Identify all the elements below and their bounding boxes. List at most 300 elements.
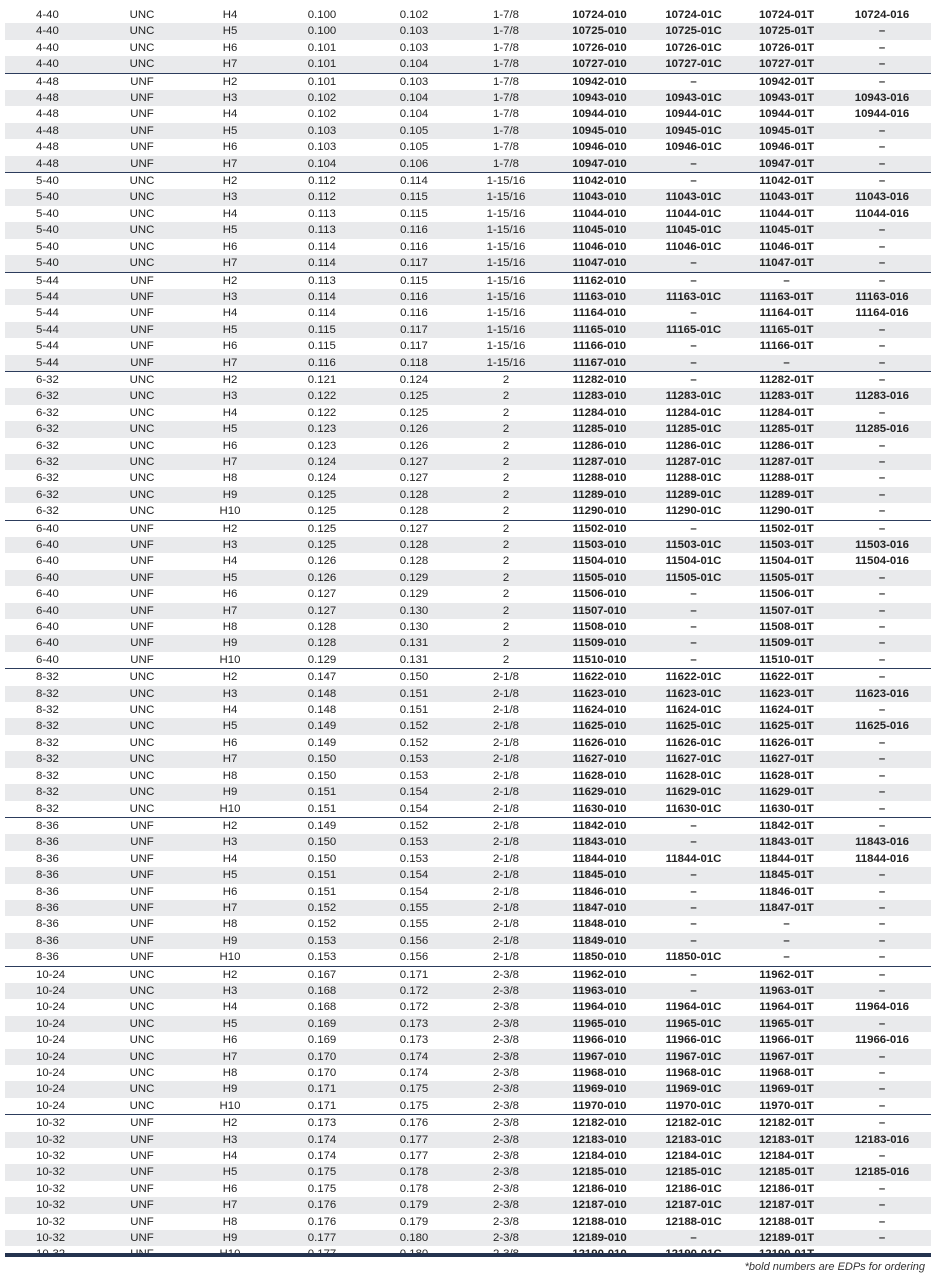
edp-016-cell: 11164-016	[855, 307, 909, 320]
h-limit-cell: H10	[219, 1099, 241, 1112]
edp-tin-cell: 10943-01T	[740, 90, 833, 106]
table-row	[5, 388, 931, 404]
h-limit-cell: H2	[184, 173, 276, 190]
thread-size-cell: 5-44	[5, 355, 100, 372]
thread-series-cell: UNC	[129, 736, 155, 749]
thread-size-cell: 6-32	[5, 388, 100, 404]
edp-coated-cell: –	[690, 340, 697, 353]
thread-size-cell: 6-40	[36, 621, 59, 634]
overall-length-cell: 2	[460, 454, 552, 470]
h-limit-cell: H5	[184, 718, 276, 734]
edp-tin-cell: 11284-01T	[759, 406, 814, 419]
h-limit-cell: H5	[184, 570, 276, 586]
h-limit-cell: H8	[222, 918, 238, 931]
overall-length-cell: 2	[502, 588, 510, 601]
edp-plain-cell: 11505-010	[552, 570, 647, 586]
thread-series-cell: UNF	[100, 156, 184, 173]
edp-tin-cell: 11046-01T	[759, 240, 814, 253]
edp-016-cell: –	[833, 751, 931, 767]
thread-series-cell: UNF	[100, 73, 184, 90]
thread-size-cell: 5-40	[5, 189, 100, 205]
edp-016-cell: –	[878, 951, 886, 964]
edp-tin-cell: 11842-01T	[740, 817, 833, 834]
edp-tin-cell: 11967-01T	[740, 1049, 833, 1065]
edp-016-cell: –	[878, 1067, 886, 1079]
edp-coated-cell: –	[647, 867, 740, 883]
edp-tin-cell: 11963-01T	[740, 983, 833, 999]
edp-coated-cell: –	[690, 307, 697, 320]
table-row	[5, 1214, 931, 1230]
min-dia-cell: 0.128	[307, 621, 337, 634]
max-dia-cell: 0.126	[368, 421, 460, 437]
max-dia-cell: 0.116	[368, 289, 460, 305]
overall-length-cell: 2	[502, 555, 510, 568]
edp-tin-cell: 11965-01T	[740, 1016, 833, 1032]
edp-plain-cell: 12183-010	[552, 1132, 647, 1148]
thread-size-cell: 10-24	[5, 1016, 100, 1032]
overall-length-cell: 2-1/8	[460, 784, 552, 800]
thread-size-cell: 8-32	[36, 802, 59, 815]
table-row	[5, 652, 931, 669]
h-limit-cell: H7	[184, 900, 276, 916]
edp-plain-cell: 11506-010	[572, 588, 627, 601]
overall-length-cell: 1-15/16	[460, 222, 552, 238]
edp-plain-cell: 11164-010	[572, 307, 627, 320]
max-dia-cell: 0.117	[400, 340, 428, 353]
max-dia-cell: 0.106	[368, 156, 460, 173]
max-dia-cell: 0.129	[399, 588, 429, 601]
thread-series-cell: UNC	[100, 388, 184, 404]
edp-tin-cell: 11285-01T	[740, 421, 833, 437]
overall-length-cell: 1-7/8	[460, 23, 552, 39]
edp-plain-cell: 11282-010	[552, 371, 647, 388]
min-dia-cell: 0.170	[276, 1049, 368, 1065]
thread-size-cell: 6-40	[5, 537, 100, 553]
thread-series-cell: UNC	[100, 751, 184, 767]
min-dia-cell: 0.100	[276, 23, 368, 39]
overall-length-cell: 2-3/8	[493, 1067, 519, 1079]
edp-016-cell: –	[878, 141, 886, 154]
overall-length-cell: 2-1/8	[493, 951, 519, 964]
thread-size-cell: 6-40	[36, 588, 59, 601]
max-dia-cell: 0.175	[399, 1099, 429, 1112]
thread-series-cell: UNF	[130, 951, 154, 964]
min-dia-cell: 0.101	[276, 73, 368, 90]
thread-size-cell: 8-36	[5, 817, 100, 834]
table-row	[5, 999, 931, 1015]
edp-016-cell: –	[833, 900, 931, 916]
thread-size-cell: 8-36	[36, 918, 59, 931]
thread-size-cell: 10-32	[36, 1150, 66, 1163]
overall-length-cell: 2	[502, 472, 510, 485]
edp-plain-cell: 10947-010	[552, 156, 647, 173]
edp-coated-cell: 11966-01C	[665, 1034, 722, 1047]
edp-plain-cell: 11503-010	[552, 537, 647, 553]
overall-length-cell: 2	[460, 421, 552, 437]
thread-size-cell: 6-40	[5, 635, 100, 651]
table-row	[5, 305, 931, 321]
h-limit-cell: H4	[222, 207, 238, 220]
edp-plain-cell: 11969-010	[552, 1081, 647, 1097]
edp-plain-cell: 11627-010	[552, 751, 647, 767]
min-dia-cell: 0.122	[307, 406, 337, 419]
max-dia-cell: 0.171	[368, 966, 460, 983]
max-dia-cell: 0.151	[368, 686, 460, 702]
max-dia-cell: 0.178	[368, 1164, 460, 1180]
thread-size-cell: 10-32	[36, 1215, 66, 1228]
h-limit-cell: H2	[184, 966, 276, 983]
table-row	[5, 503, 931, 520]
overall-length-cell: 2-3/8	[460, 1081, 552, 1097]
min-dia-cell: 0.100	[307, 9, 337, 21]
edp-016-cell: 11283-016	[833, 388, 931, 404]
h-limit-cell: H7	[184, 751, 276, 767]
thread-size-cell: 6-40	[36, 555, 59, 568]
edp-plain-cell: 12182-010	[552, 1115, 647, 1132]
edp-coated-cell: 11623-01C	[647, 686, 740, 702]
min-dia-cell: 0.102	[276, 90, 368, 106]
edp-coated-cell: 10725-01C	[647, 23, 740, 39]
thread-size-cell: 10-32	[5, 1197, 100, 1213]
min-dia-cell: 0.151	[307, 802, 337, 815]
edp-tin-cell: 11502-01T	[740, 520, 833, 537]
edp-plain-cell: 11629-010	[552, 784, 647, 800]
table-row	[5, 635, 931, 651]
edp-plain-cell: 11843-010	[552, 834, 647, 850]
h-limit-cell: H8	[222, 621, 238, 634]
thread-series-cell: UNF	[100, 537, 184, 553]
max-dia-cell: 0.116	[368, 222, 460, 238]
thread-series-cell: UNF	[130, 555, 154, 568]
min-dia-cell: 0.125	[276, 487, 368, 503]
overall-length-cell: 1-15/16	[460, 272, 552, 289]
max-dia-cell: 0.153	[399, 769, 429, 782]
edp-coated-cell: 12184-01C	[665, 1150, 722, 1163]
edp-tin-cell: 10945-01T	[740, 123, 833, 139]
edp-016-cell: –	[833, 255, 931, 272]
thread-size-cell: 8-32	[36, 736, 59, 749]
thread-series-cell: UNC	[129, 1034, 155, 1047]
edp-plain-cell: 11630-010	[572, 802, 627, 815]
thread-size-cell: 10-32	[36, 1182, 66, 1195]
min-dia-cell: 0.150	[307, 852, 337, 865]
edp-tin-cell: 11969-01T	[740, 1081, 833, 1097]
h-limit-cell: H5	[184, 222, 276, 238]
h-limit-cell: H9	[184, 1230, 276, 1246]
thread-series-cell: UNC	[129, 9, 155, 21]
edp-tin-cell: 11504-01T	[759, 555, 814, 568]
edp-plain-cell: 11045-010	[552, 222, 647, 238]
overall-length-cell: 1-7/8	[460, 123, 552, 139]
edp-coated-cell: –	[647, 73, 740, 90]
thread-series-cell: UNC	[100, 686, 184, 702]
overall-length-cell: 2-1/8	[460, 718, 552, 734]
overall-length-cell: 2-1/8	[460, 669, 552, 686]
thread-series-cell: UNF	[100, 933, 184, 949]
edp-016-cell: –	[878, 505, 886, 518]
edp-016-cell: –	[833, 933, 931, 949]
max-dia-cell: 0.127	[399, 472, 429, 485]
overall-length-cell: 2-1/8	[460, 867, 552, 883]
edp-plain-cell: 10724-010	[572, 9, 627, 21]
thread-size-cell: 4-40	[5, 56, 100, 73]
edp-016-cell: –	[878, 736, 886, 749]
edp-coated-cell: –	[690, 653, 697, 666]
edp-016-cell: 11964-016	[855, 1001, 909, 1014]
min-dia-cell: 0.151	[307, 885, 337, 898]
h-limit-cell: H3	[184, 289, 276, 305]
edp-tin-cell: 11163-01T	[740, 289, 833, 305]
table-row	[5, 966, 931, 983]
min-dia-cell: 0.114	[308, 240, 336, 253]
edp-plain-cell: 10727-010	[552, 56, 647, 73]
thread-size-cell: 8-32	[5, 669, 100, 686]
edp-016-cell: 11043-016	[833, 189, 931, 205]
edp-plain-cell: 11846-010	[572, 885, 627, 898]
thread-size-cell: 5-44	[36, 340, 59, 353]
edp-coated-cell: 11622-01C	[647, 669, 740, 686]
thread-series-cell: UNF	[130, 653, 154, 666]
edp-016-cell: –	[833, 355, 931, 372]
edp-coated-cell: 12183-01C	[647, 1132, 740, 1148]
thread-series-cell: UNF	[130, 1182, 154, 1195]
thread-size-cell: 6-40	[5, 520, 100, 537]
table-row	[5, 421, 931, 437]
overall-length-cell: 2-1/8	[460, 900, 552, 916]
h-limit-cell: H6	[222, 340, 238, 353]
edp-plain-cell: 11626-010	[572, 736, 627, 749]
thread-series-cell: UNF	[100, 900, 184, 916]
h-limit-cell: H9	[184, 635, 276, 651]
edp-tin-cell: 11625-01T	[740, 718, 833, 734]
thread-size-cell: 6-32	[5, 454, 100, 470]
edp-plain-cell: 10942-010	[552, 73, 647, 90]
table-row	[5, 487, 931, 503]
edp-coated-cell: –	[690, 588, 697, 601]
h-limit-cell: H2	[184, 73, 276, 90]
thread-size-cell: 4-48	[36, 108, 59, 121]
edp-plain-cell: 11047-010	[552, 255, 647, 272]
edp-plain-cell: 11287-010	[552, 454, 647, 470]
min-dia-cell: 0.122	[276, 388, 368, 404]
max-dia-cell: 0.153	[368, 751, 460, 767]
thread-series-cell: UNF	[130, 108, 154, 121]
table-row	[5, 1197, 931, 1213]
edp-016-cell: –	[833, 173, 931, 190]
edp-tin-cell: 12189-01T	[740, 1230, 833, 1246]
h-limit-cell: H4	[222, 555, 238, 568]
min-dia-cell: 0.125	[276, 537, 368, 553]
max-dia-cell: 0.154	[368, 784, 460, 800]
max-dia-cell: 0.115	[368, 189, 460, 205]
edp-016-cell: –	[878, 340, 886, 353]
edp-plain-cell: 11290-010	[572, 505, 627, 518]
edp-016-cell: –	[833, 56, 931, 73]
min-dia-cell: 0.152	[307, 918, 337, 931]
edp-coated-cell: –	[647, 371, 740, 388]
edp-016-cell: –	[878, 1150, 886, 1163]
edp-coated-cell: –	[690, 918, 697, 931]
edp-tin-cell: 12188-01T	[758, 1215, 815, 1228]
min-dia-cell: 0.174	[276, 1132, 368, 1148]
edp-tin-cell: 11629-01T	[740, 784, 833, 800]
table-row	[5, 7, 931, 23]
max-dia-cell: 0.155	[399, 918, 429, 931]
edp-coated-cell: 10944-01C	[665, 108, 722, 121]
thread-series-cell: UNC	[100, 983, 184, 999]
edp-016-cell: –	[833, 635, 931, 651]
edp-plain-cell: 11628-010	[572, 769, 627, 782]
edp-016-cell: –	[833, 222, 931, 238]
table-row	[5, 289, 931, 305]
edp-tin-cell: 11506-01T	[759, 588, 814, 601]
thread-series-cell: UNC	[129, 41, 155, 54]
edp-016-cell: –	[833, 1016, 931, 1032]
edp-plain-cell: 11166-010	[572, 340, 627, 353]
h-limit-cell: H6	[222, 240, 238, 253]
edp-tin-cell: –	[783, 918, 790, 931]
overall-length-cell: 2	[502, 505, 510, 518]
max-dia-cell: 0.104	[368, 56, 460, 73]
edp-tin-cell: 11164-01T	[759, 307, 814, 320]
overall-length-cell: 2-1/8	[460, 751, 552, 767]
max-dia-cell: 0.172	[368, 983, 460, 999]
edp-coated-cell: –	[647, 355, 740, 372]
thread-size-cell: 4-40	[36, 41, 59, 54]
thread-size-cell: 8-36	[5, 900, 100, 916]
overall-length-cell: 1-7/8	[493, 108, 519, 121]
min-dia-cell: 0.113	[276, 222, 368, 238]
max-dia-cell: 0.130	[368, 603, 460, 619]
edp-coated-cell: 11624-01C	[665, 704, 722, 717]
thread-series-cell: UNF	[100, 520, 184, 537]
h-limit-cell: H3	[184, 388, 276, 404]
overall-length-cell: 2	[502, 621, 510, 634]
h-limit-cell: H4	[222, 1150, 238, 1163]
min-dia-cell: 0.167	[276, 966, 368, 983]
edp-tin-cell: 11622-01T	[740, 669, 833, 686]
thread-size-cell: 6-32	[5, 421, 100, 437]
table-row	[5, 784, 931, 800]
edp-plain-cell: 11042-010	[552, 173, 647, 190]
edp-016-cell: –	[833, 322, 931, 338]
table-row	[5, 718, 931, 734]
max-dia-cell: 0.176	[368, 1115, 460, 1132]
thread-series-cell: UNF	[130, 1215, 154, 1228]
overall-length-cell: 2	[460, 537, 552, 553]
table-row	[5, 801, 931, 818]
overall-length-cell: 2-3/8	[460, 1197, 552, 1213]
edp-tin-cell: 11290-01T	[759, 505, 814, 518]
h-limit-cell: H5	[184, 867, 276, 883]
min-dia-cell: 0.115	[308, 340, 336, 353]
h-limit-cell: H8	[222, 769, 238, 782]
edp-plain-cell: 11848-010	[572, 918, 627, 931]
thread-series-cell: UNF	[100, 1197, 184, 1213]
edp-plain-cell: 10946-010	[572, 141, 627, 154]
thread-size-cell: 5-40	[5, 255, 100, 272]
table-row	[5, 56, 931, 73]
thread-size-cell: 4-40	[36, 9, 59, 21]
thread-series-cell: UNC	[100, 1049, 184, 1065]
table-row	[5, 553, 931, 569]
edp-coated-cell: –	[647, 817, 740, 834]
thread-size-cell: 4-48	[5, 73, 100, 90]
overall-length-cell: 1-15/16	[486, 207, 526, 220]
overall-length-cell: 1-15/16	[486, 240, 526, 253]
edp-plain-cell: 12186-010	[572, 1182, 627, 1195]
thread-series-cell: UNC	[100, 966, 184, 983]
min-dia-cell: 0.113	[276, 272, 368, 289]
thread-size-cell: 10-32	[5, 1230, 100, 1246]
table-row	[5, 735, 931, 751]
edp-016-cell: –	[833, 867, 931, 883]
table-row	[5, 173, 931, 190]
edp-coated-cell: 12187-01C	[647, 1197, 740, 1213]
min-dia-cell: 0.127	[307, 588, 337, 601]
edp-016-cell: 11843-016	[833, 834, 931, 850]
h-limit-cell: H2	[184, 371, 276, 388]
max-dia-cell: 0.173	[399, 1034, 429, 1047]
edp-plain-cell: 11504-010	[572, 555, 627, 568]
h-limit-cell: H7	[184, 454, 276, 470]
edp-016-cell: –	[833, 487, 931, 503]
thread-size-cell: 8-32	[5, 718, 100, 734]
h-limit-cell: H7	[184, 156, 276, 173]
overall-length-cell: 2	[460, 388, 552, 404]
h-limit-cell: H4	[222, 406, 238, 419]
edp-tin-cell: 11286-01T	[759, 439, 814, 452]
overall-length-cell: 1-15/16	[486, 307, 526, 320]
min-dia-cell: 0.121	[276, 371, 368, 388]
edp-plain-cell: 11844-010	[572, 852, 627, 865]
max-dia-cell: 0.131	[399, 653, 429, 666]
thread-series-cell: UNC	[100, 189, 184, 205]
table-row	[5, 73, 931, 90]
edp-016-cell: –	[833, 669, 931, 686]
min-dia-cell: 0.129	[307, 653, 337, 666]
edp-tin-cell: 12187-01T	[740, 1197, 833, 1213]
thread-series-cell: UNF	[100, 289, 184, 305]
thread-size-cell: 4-48	[5, 156, 100, 173]
edp-coated-cell: –	[690, 885, 697, 898]
table-row	[5, 222, 931, 238]
h-limit-cell: H10	[219, 505, 241, 518]
thread-size-cell: 6-40	[5, 570, 100, 586]
edp-016-cell: –	[878, 885, 886, 898]
edp-016-cell: –	[878, 41, 886, 54]
max-dia-cell: 0.172	[399, 1001, 429, 1014]
edp-tin-cell: 10942-01T	[740, 73, 833, 90]
edp-plain-cell: 11167-010	[552, 355, 647, 372]
h-limit-cell: H7	[184, 355, 276, 372]
min-dia-cell: 0.115	[276, 322, 368, 338]
overall-length-cell: 2-1/8	[493, 736, 519, 749]
edp-tin-cell: 11044-01T	[759, 207, 814, 220]
edp-016-cell: –	[833, 123, 931, 139]
thread-series-cell: UNC	[100, 222, 184, 238]
overall-length-cell: 2-3/8	[460, 1230, 552, 1246]
overall-length-cell: 1-15/16	[460, 355, 552, 372]
thread-series-cell: UNF	[100, 570, 184, 586]
max-dia-cell: 0.151	[399, 704, 429, 717]
thread-size-cell: 10-32	[5, 1164, 100, 1180]
edp-plain-cell: 11284-010	[572, 406, 627, 419]
edp-tin-cell: –	[783, 951, 790, 964]
edp-plain-cell: 11288-010	[572, 472, 627, 485]
thread-series-cell: UNC	[100, 23, 184, 39]
footnote: *bold numbers are EDPs for ordering	[744, 1261, 925, 1273]
